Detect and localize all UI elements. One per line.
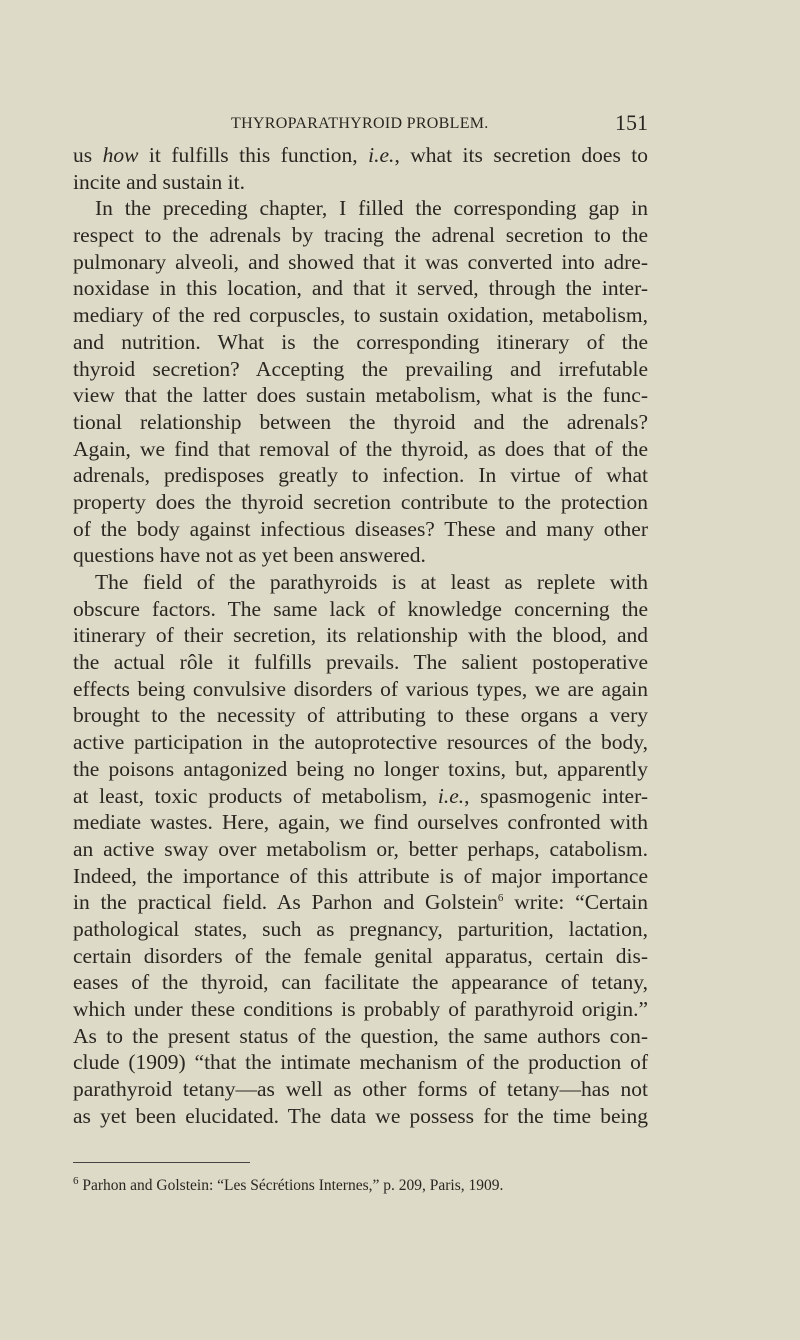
text-line: eases of the thyroid, can facilitate the appearance of tetany, [73, 970, 648, 995]
text-line: clude (1909) “that the intimate mechanism of the production of [73, 1050, 648, 1075]
text-line: tional relationship between the thyroid and the adrenals? [73, 409, 648, 434]
text-line: In the preceding chapter, I filled the corresponding gap in [95, 196, 648, 221]
text-line: the actual rôle it fulfills prevails. The salient postoperative [73, 650, 648, 675]
text-line: effects being convulsive disorders of various types, we are again [73, 676, 648, 701]
text-line: The field of the parathyroids is at least as replete with [95, 570, 648, 594]
text-line: incite and sustain it. [73, 169, 245, 194]
text-line: itinerary of their secretion, its relationship with the blood, and [73, 623, 648, 648]
text-line: As to the present status of the question, the same authors con- [73, 1023, 648, 1048]
text-line: of the body against infectious diseases? These and many other [73, 516, 648, 541]
text-line: obscure factors. The same lack of knowledge concerning the [73, 596, 648, 621]
page-header [73, 110, 648, 136]
text-line: property does the thyroid secretion contribute to the protection [73, 489, 648, 514]
text-line: view that the latter does sustain metabolism, what is the func- [73, 383, 648, 408]
text-line: and nutrition. What is the corresponding itinerary of the [73, 329, 648, 354]
text-line: at least, toxic products of metabolism, i.e., spasmogenic inter- [73, 783, 648, 808]
text-line: pathological states, such as pregnancy, parturition, lactation, [73, 916, 648, 941]
text-line: questions have not as yet been answered. [73, 543, 426, 568]
text-line: certain disorders of the female genital apparatus, certain dis- [73, 943, 648, 968]
text-line: pulmonary alveoli, and showed that it was converted into adre- [73, 249, 648, 274]
footnote-marker: 6 [73, 1174, 79, 1187]
text-line: mediary of the red corpuscles, to sustain oxidation, metabolism, [73, 303, 648, 328]
text-line: Indeed, the importance of this attribute is of major importance [73, 863, 648, 888]
running-title: THYROPARATHYROID PROBLEM. [231, 115, 489, 132]
text-line: Again, we find that removal of the thyroid, as does that of the [73, 436, 648, 461]
text-line: respect to the adrenals by tracing the adrenal secretion to the [73, 223, 648, 248]
text-line: brought to the necessity of attributing to these organs a very [73, 703, 648, 728]
footnote-text: Parhon and Golstein: “Les Sécrétions Internes,” p. 209, Paris, 1909. [78, 1177, 504, 1194]
footnote-rule [73, 1162, 250, 1163]
text-line: as yet been elucidated. The data we possess for the time being [73, 1103, 648, 1128]
page-number: 151 [615, 110, 648, 135]
text-line: in the practical field. As Parhon and Golstein$^6$ write: “Certain [73, 890, 649, 915]
text-line: an active sway over metabolism or, better perhaps, catabolism. [73, 836, 648, 861]
footnote [73, 1176, 648, 1196]
text-line: adrenals, predisposes greatly to infection. In virtue of what [73, 463, 648, 488]
text-line: active participation in the autoprotective resources of the body, [73, 730, 648, 755]
text-line: parathyroid tetany—as well as other forms of tetany—has not [73, 1077, 648, 1102]
text-line: which under these conditions is probably of parathyroid origin.” [73, 997, 648, 1021]
text-line: thyroid secretion? Accepting the prevailing and irrefutable [73, 356, 648, 381]
text-line: us how it fulfills this function, i.e., what its secretion does to [73, 143, 648, 167]
text-line: noxidase in this location, and that it served, through the inter- [73, 276, 648, 301]
body-text [73, 142, 648, 1129]
text-line: mediate wastes. Here, again, we find ourselves confronted with [73, 810, 648, 835]
text-line: the poisons antagonized being no longer toxins, but, apparently [73, 756, 648, 781]
